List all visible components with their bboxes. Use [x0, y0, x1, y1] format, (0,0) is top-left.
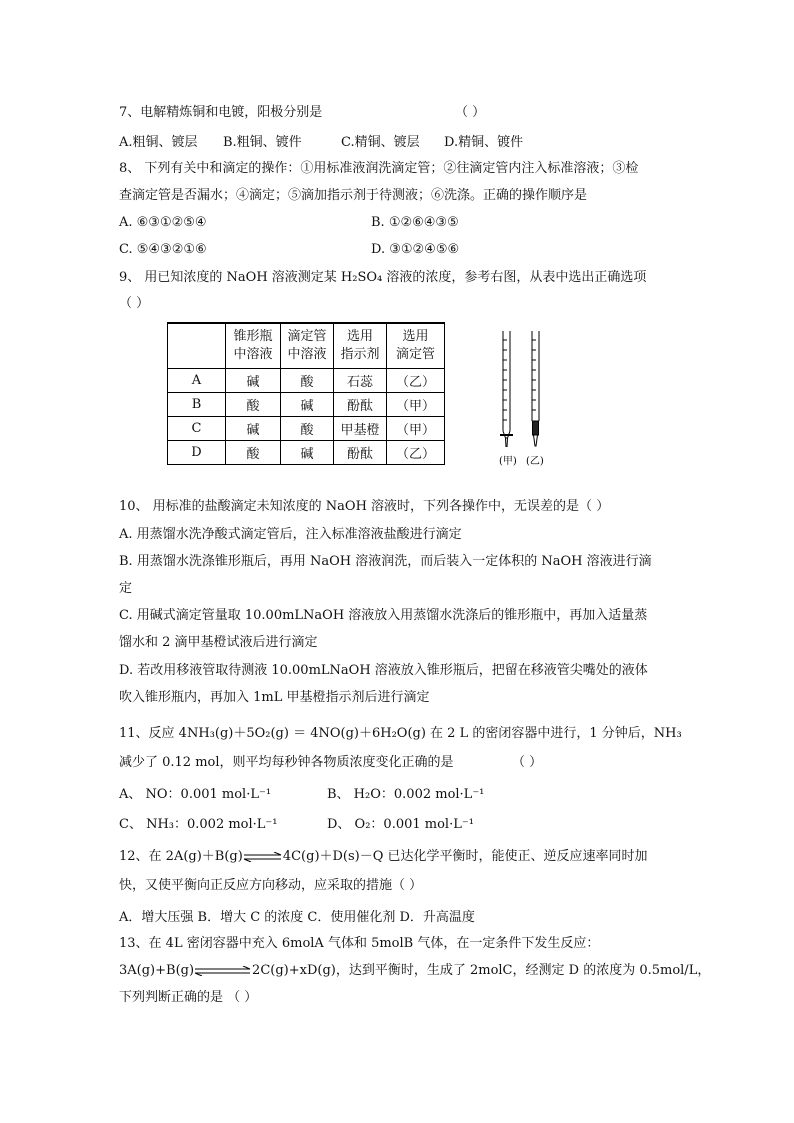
q12-line1: 12、在 2A(g)＋B(g) 4C(g)＋D(s)－Q 已达化学平衡时，能使正、逆反应速率同时加 — [119, 849, 648, 864]
q11-line1: 11、反应 4NH₃(g)＋5O₂(g) ＝ 4NO(g)＋6H₂O(g) 在 2 L 的密闭容器中进行，1 分钟后，NH₃ — [119, 726, 682, 741]
q13-line1: 13、在 4L 密闭容器中充入 6molA 气体和 5molB 气体，在一定条件下发生反应： — [119, 936, 600, 951]
q9-header-cell — [168, 323, 226, 369]
q8-line1: 8、 下列有关中和滴定的操作：①用标准液润洗滴定管；②往滴定管内注入标准溶液；③检 — [119, 161, 639, 176]
table-cell: （甲） — [387, 393, 445, 417]
burette-figure — [490, 325, 560, 470]
q7-option-d: D.精铜、镀件 — [444, 135, 524, 150]
q10-option-c-line1: C. 用碱式滴定管量取 10.00mLNaOH 溶液放入用蒸馏水洗涤后的锥形瓶中，再加入适量蒸 — [119, 608, 648, 623]
q8-line2: 查滴定管是否漏水；④滴定；⑤滴加指示剂于待测液；⑥洗涤。正确的操作顺序是 — [119, 188, 588, 203]
q10-stem: 10、 用标准的盐酸滴定未知浓度的 NaOH 溶液时，下列各操作中，无误差的是（ ） — [119, 499, 610, 514]
q7-option-b: B.粗铜、镀件 — [223, 135, 302, 150]
equilibrium-arrow-icon — [243, 852, 283, 862]
q9-table — [167, 322, 445, 465]
q7-option-a: A.粗铜、镀层 — [119, 135, 198, 150]
q11-option-b: B、 H₂O：0.002 mol·L⁻¹ — [327, 787, 485, 802]
base-burette-icon — [532, 331, 539, 446]
table-cell: 碱 — [226, 369, 281, 393]
figure-label-a: (甲) — [499, 456, 517, 467]
q9-header-cell: 选用 滴定管 — [387, 323, 445, 369]
q8-option-d: D. ③①②④⑤⑥ — [371, 242, 460, 257]
table-cell: B — [168, 393, 226, 417]
q10-option-d-line2: 吹入锥形瓶内，再加入 1mL 甲基橙指示剂后进行滴定 — [119, 690, 430, 705]
q9-header-cell: 选用 指示剂 — [334, 323, 387, 369]
q12-line2: 快，又使平衡向正反应方向移动，应采取的措施（ ） — [119, 878, 423, 893]
table-cell: 甲基橙 — [334, 417, 387, 441]
table-row — [168, 369, 445, 393]
table-cell: （乙） — [387, 441, 445, 465]
q9-table-header — [168, 323, 445, 369]
q11-answer-paren: （ ） — [512, 755, 543, 770]
table-cell: D — [168, 441, 226, 465]
q13-line2: 3A(g)+B(g) 2C(g)+xD(g)，达到平衡时，生成了 2molC，经测定 D 的浓度为 0.5mol/L， — [119, 963, 711, 978]
q7-stem: 7、电解精炼铜和电镀，阳极分别是 — [119, 105, 323, 120]
table-cell: 酸 — [281, 369, 334, 393]
table-row — [168, 393, 445, 417]
table-cell: A — [168, 369, 226, 393]
table-cell: 石蕊 — [334, 369, 387, 393]
acid-burette-icon — [500, 331, 513, 447]
table-cell: 碱 — [281, 441, 334, 465]
table-cell: 酚酞 — [334, 393, 387, 417]
q9-header-cell: 滴定管 中溶液 — [281, 323, 334, 369]
table-cell: 碱 — [281, 393, 334, 417]
q11-option-d: D、 O₂：0.001 mol·L⁻¹ — [327, 817, 474, 832]
q10-option-b-line1: B. 用蒸馏水洗涤锥形瓶后，再用 NaOH 溶液润洗，而后装入一定体积的 NaOH 溶液进行滴 — [119, 554, 652, 569]
q11-option-a: A、 NO：0.001 mol·L⁻¹ — [119, 787, 272, 802]
table-cell: （甲） — [387, 417, 445, 441]
q8-option-c: C. ⑤④③②①⑥ — [119, 242, 207, 257]
q9-line1: 9、 用已知浓度的 NaOH 溶液测定某 H₂SO₄ 溶液的浓度，参考右图，从表中选出正确选项 — [119, 270, 647, 285]
q11-line2: 减少了 0.12 mol，则平均每秒钟各物质浓度变化正确的是 — [119, 755, 454, 770]
q10-option-a: A. 用蒸馏水洗净酸式滴定管后，注入标准溶液盐酸进行滴定 — [119, 527, 462, 542]
q10-option-d-line1: D. 若改用移液管取待测液 10.00mLNaOH 溶液放入锥形瓶后，把留在移液管尖嘴处的液体 — [119, 663, 648, 678]
table-row — [168, 441, 445, 465]
table-cell: C — [168, 417, 226, 441]
q10-option-c-line2: 馏水和 2 滴甲基橙试液后进行滴定 — [119, 635, 318, 650]
table-cell: 酸 — [226, 393, 281, 417]
table-cell: 酸 — [226, 441, 281, 465]
table-cell: 酚酞 — [334, 441, 387, 465]
q10-option-b-line2: 定 — [119, 581, 133, 596]
q8-option-a: A. ⑥③①②⑤④ — [119, 215, 207, 230]
equilibrium-arrow-icon — [194, 966, 252, 976]
q13-line3: 下列判断正确的是 （ ） — [119, 990, 258, 1005]
q11-option-c: C、 NH₃：0.002 mol·L⁻¹ — [119, 817, 278, 832]
table-cell: 碱 — [226, 417, 281, 441]
q7-option-c: C.精铜、镀层 — [341, 135, 420, 150]
q7-answer-paren: （ ） — [455, 105, 486, 120]
q9-line2: （ ） — [119, 296, 150, 311]
q12-options: A．增大压强 B．增大 C 的浓度 C．使用催化剂 D．升高温度 — [119, 910, 475, 925]
table-cell: （乙） — [387, 369, 445, 393]
figure-label-b: (乙) — [526, 456, 544, 467]
table-row — [168, 417, 445, 441]
table-cell: 酸 — [281, 417, 334, 441]
q8-option-b: B. ①②⑥④③⑤ — [371, 215, 459, 230]
q9-header-cell: 锥形瓶 中溶液 — [226, 323, 281, 369]
